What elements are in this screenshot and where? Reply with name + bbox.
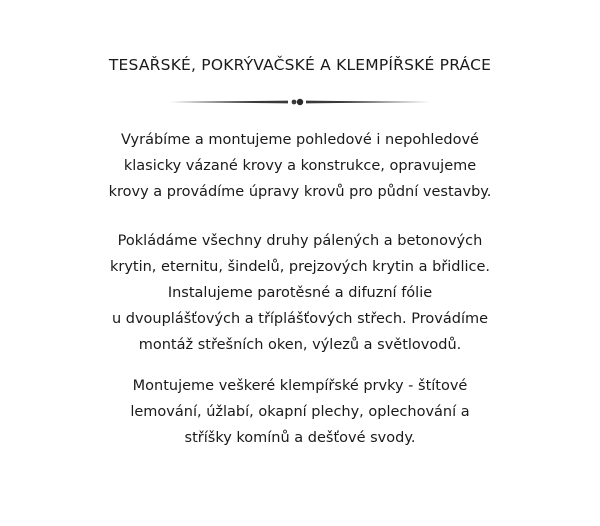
- paragraph-line: klasicky vázané krovy a konstrukce, opravujeme: [123, 158, 477, 174]
- ornament-divider-icon: [170, 95, 430, 109]
- divider-left-line: [170, 101, 288, 104]
- paragraph-line: Montujeme veškeré klempířské prvky - štítové: [132, 378, 468, 394]
- paragraph-line: stříšky komínů a dešťové svody.: [184, 430, 416, 446]
- paragraph-roofing: [0, 228, 600, 358]
- paragraph-metalwork: [0, 373, 600, 451]
- paragraph-line: krovy a provádíme úpravy krovů pro půdní vestavby.: [108, 184, 492, 200]
- paragraph-line: Vyrábíme a montujeme pohledové i nepohledové: [121, 132, 479, 148]
- paragraph-line: Instalujeme parotěsné a difuzní fólie: [167, 285, 433, 301]
- paragraph-line: u dvouplášťových a tříplášťových střech. Provádíme: [111, 311, 489, 327]
- divider-center-dot: [297, 99, 303, 105]
- divider-left-dot: [292, 100, 297, 105]
- divider-right-line: [306, 101, 430, 104]
- paragraph-line: Pokládáme všechny druhy pálených a betonových: [117, 233, 483, 249]
- section-title: TESAŘSKÉ, POKRÝVAČSKÉ A KLEMPÍŘSKÉ PRÁCE: [108, 56, 492, 74]
- paragraph-line: krytin, eternitu, šindelů, prejzových krytin a břidlice.: [109, 259, 491, 275]
- paragraph-carpentry: [0, 127, 600, 205]
- paragraph-line: lemování, úžlabí, okapní plechy, oplechování a: [130, 404, 470, 420]
- paragraph-line: montáž střešních oken, výlezů a světlovodů.: [138, 337, 462, 353]
